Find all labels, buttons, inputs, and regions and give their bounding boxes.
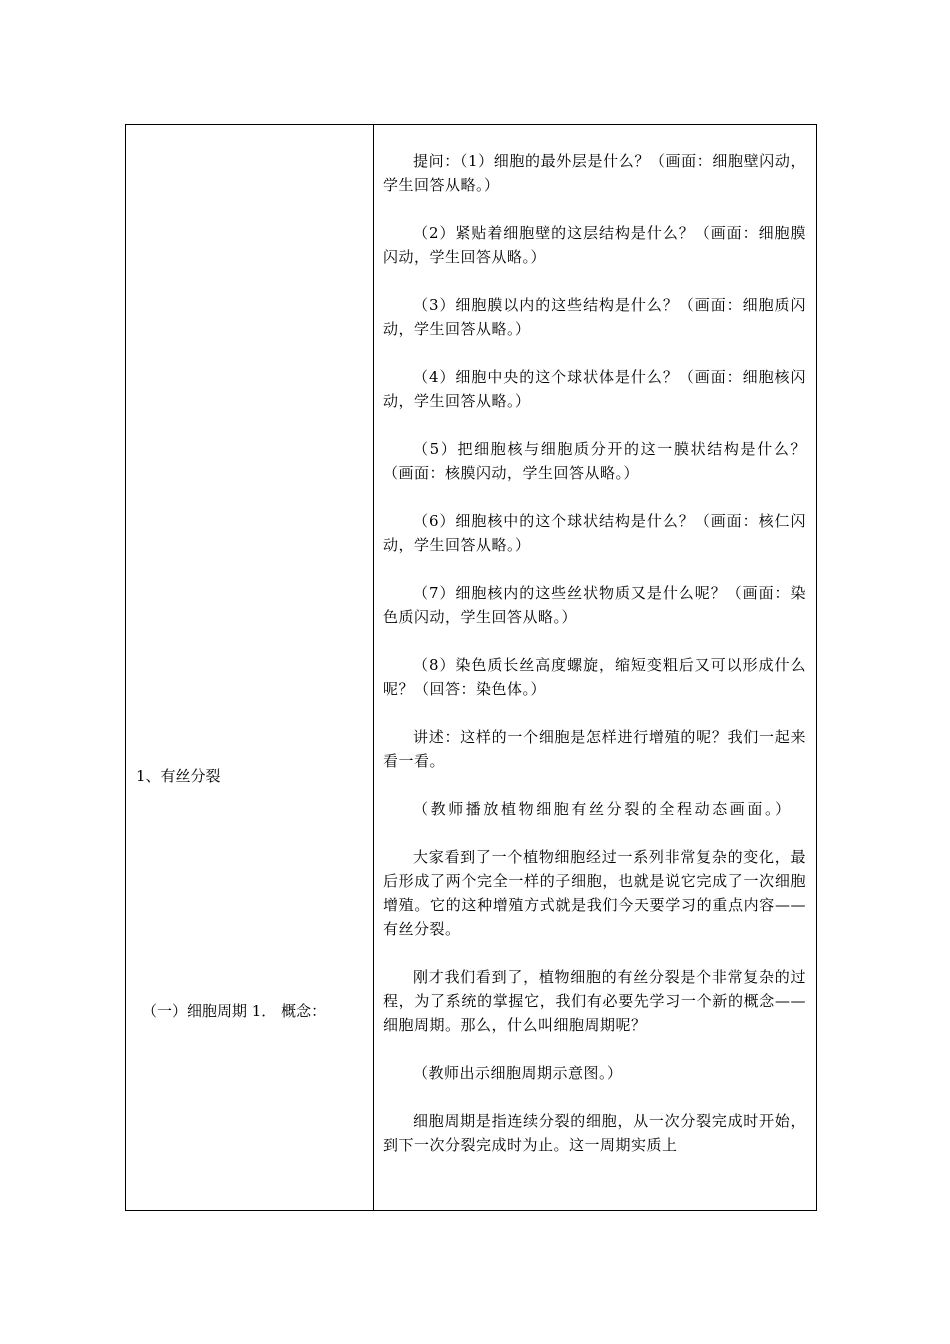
paragraph-cell-cycle-definition: 细胞周期是指连续分裂的细胞，从一次分裂完成时开始，到下一次分裂完成时为止。这一周期实质上 [383, 1112, 806, 1154]
paragraph-teacher-video: （教师播放植物细胞有丝分裂的全程动态画面。） [413, 800, 793, 818]
paragraph-question-2: （2）紧贴着细胞壁的这层结构是什么？（画面：细胞膜闪动，学生回答从略。） [383, 224, 806, 266]
paragraph-teacher-diagram: （教师出示细胞周期示意图。） [413, 1064, 623, 1082]
paragraph-narration: 讲述：这样的一个细胞是怎样进行增殖的呢？我们一起来看一看。 [383, 728, 806, 770]
topic-label-cell-cycle: （一）细胞周期 1． 概念： [142, 1002, 327, 1020]
topic-column [126, 125, 374, 1210]
paragraph-question-7: （7）细胞核内的这些丝状物质又是什么呢？（画面：染色质闪动，学生回答从略。） [383, 584, 806, 626]
paragraph-cell-cycle-intro: 刚才我们看到了，植物细胞的有丝分裂是个非常复杂的过程，为了系统的掌握它，我们有必要先学习一个新的概念——细胞周期。那么，什么叫细胞周期呢？ [383, 968, 806, 1034]
paragraph-question-1: 提问：（1）细胞的最外层是什么？（画面：细胞壁闪动，学生回答从略。） [383, 152, 806, 194]
content-column [374, 125, 816, 1210]
paragraph-question-5: （5）把细胞核与细胞质分开的这一膜状结构是什么？（画面：核膜闪动，学生回答从略。） [383, 440, 806, 482]
paragraph-question-6: （6）细胞核中的这个球状结构是什么？（画面：核仁闪动，学生回答从略。） [383, 512, 806, 554]
topic-label-mitosis: 1、有丝分裂 [136, 767, 221, 785]
paragraph-question-3: （3）细胞膜以内的这些结构是什么？（画面：细胞质闪动，学生回答从略。） [383, 296, 806, 338]
lesson-table [125, 124, 817, 1211]
paragraph-question-4: （4）细胞中央的这个球状体是什么？（画面：细胞核闪动，学生回答从略。） [383, 368, 806, 410]
paragraph-question-8: （8）染色质长丝高度螺旋，缩短变粗后又可以形成什么呢？（回答：染色体。） [383, 656, 806, 698]
paragraph-mitosis-intro: 大家看到了一个植物细胞经过一系列非常复杂的变化，最后形成了两个完全一样的子细胞，也就是说它完成了一次细胞增殖。它的这种增殖方式就是我们今天要学习的重点内容——有丝分裂。 [383, 848, 806, 938]
